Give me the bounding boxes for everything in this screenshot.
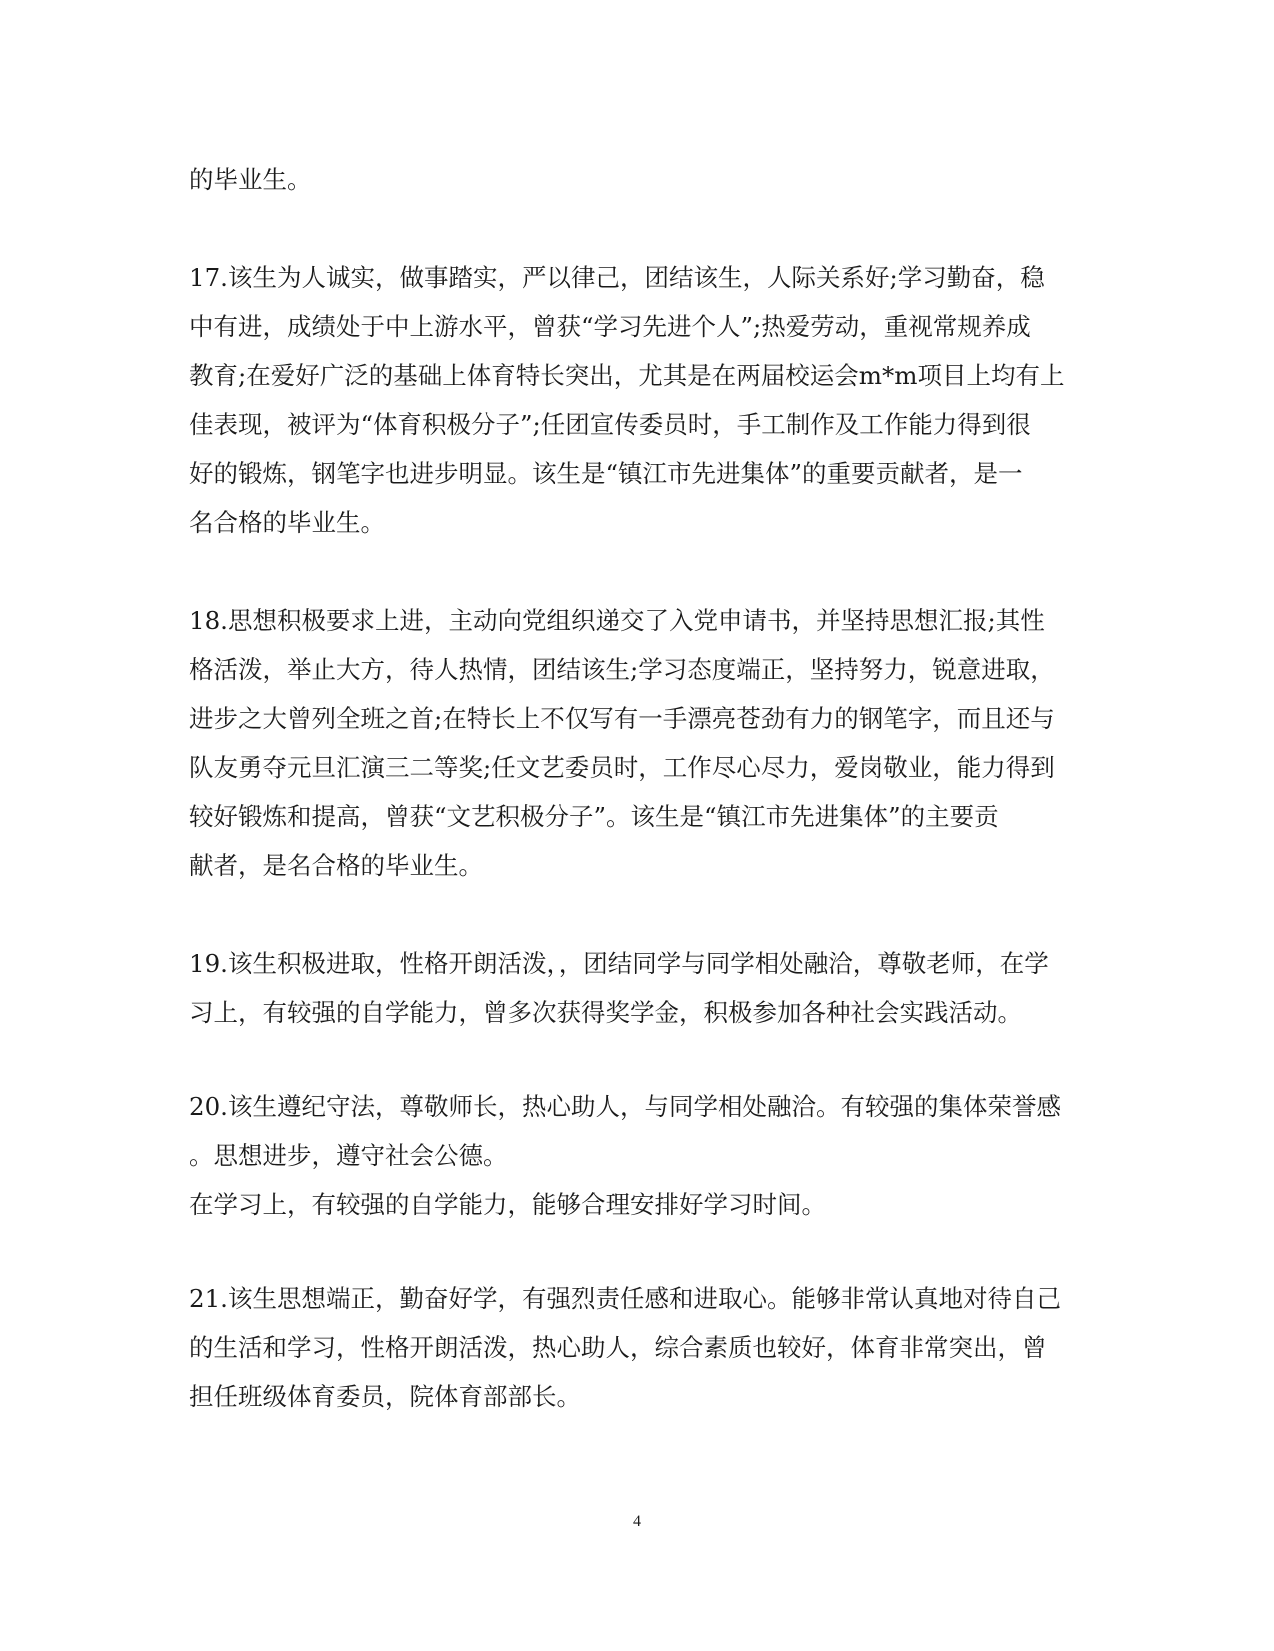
paragraph-17 [189,253,1089,547]
text-line: 名合格的毕业生。 [189,508,385,537]
paragraph-continuation [189,155,1089,204]
text-line: 的生活和学习，性格开朗活泼，热心助人，综合素质也较好，体育非常突出，曾 [189,1333,1047,1362]
text-line: 17.该生为人诚实，做事踏实，严以律己，团结该生，人际关系好;学习勤奋，稳 [189,263,1045,292]
text-line: 。思想进步，遵守社会公德。 [189,1141,508,1170]
text-line: 较好锻炼和提高，曾获“文艺积极分子”。该生是“镇江市先进集体”的主要贡 [189,802,999,831]
text-line: 中有进，成绩处于中上游水平，曾获“学习先进个人”;热爱劳动，重视常规养成 [189,312,1031,341]
paragraph-gap [189,204,1089,253]
text-line: 20.该生遵纪守法，尊敬师长，热心助人，与同学相处融洽。有较强的集体荣誉感 [189,1092,1061,1121]
text-line: 好的锻炼，钢笔字也进步明显。该生是“镇江市先进集体”的重要贡献者，是一 [189,459,1023,488]
paragraph-18 [189,596,1089,890]
page-number: 4 [633,1513,641,1530]
text-line: 佳表现，被评为“体育积极分子”;任团宣传委员时，手工制作及工作能力得到很 [189,410,1031,439]
text-line: 18.思想积极要求上进，主动向党组织递交了入党申请书，并坚持思想汇报;其性 [189,606,1045,635]
text-line: 教育;在爱好广泛的基础上体育特长突出，尤其是在两届校运会m*m项目上均有上 [189,361,1065,390]
text-line: 的毕业生。 [189,165,312,194]
text-line: 进步之大曾列全班之首;在特长上不仅写有一手漂亮苍劲有力的钢笔字，而且还与 [189,704,1055,733]
text-line: 在学习上，有较强的自学能力，能够合理安排好学习时间。 [189,1190,826,1219]
paragraph-gap [189,1229,1089,1274]
document-body [189,155,1089,1421]
paragraph-gap [189,890,1089,939]
paragraph-20 [189,1082,1089,1229]
text-line: 19.该生积极进取，性格开朗活泼，，团结同学与同学相处融洽，尊敬老师，在学 [189,949,1049,978]
text-line: 队友勇夺元旦汇演三二等奖;任文艺委员时，工作尽心尽力，爱岗敬业，能力得到 [189,753,1055,782]
text-line: 格活泼，举止大方，待人热情，团结该生;学习态度端正，坚持努力，锐意进取， [189,655,1055,684]
text-line: 担任班级体育委员，院体育部部长。 [189,1382,581,1411]
text-line: 21.该生思想端正，勤奋好学，有强烈责任感和进取心。能够非常认真地对待自己 [189,1284,1061,1313]
paragraph-21 [189,1274,1089,1421]
paragraph-19 [189,939,1089,1037]
text-line: 献者，是名合格的毕业生。 [189,851,483,880]
paragraph-gap [189,547,1089,596]
text-line: 习上，有较强的自学能力，曾多次获得奖学金，积极参加各种社会实践活动。 [189,998,1022,1027]
paragraph-gap [189,1037,1089,1082]
